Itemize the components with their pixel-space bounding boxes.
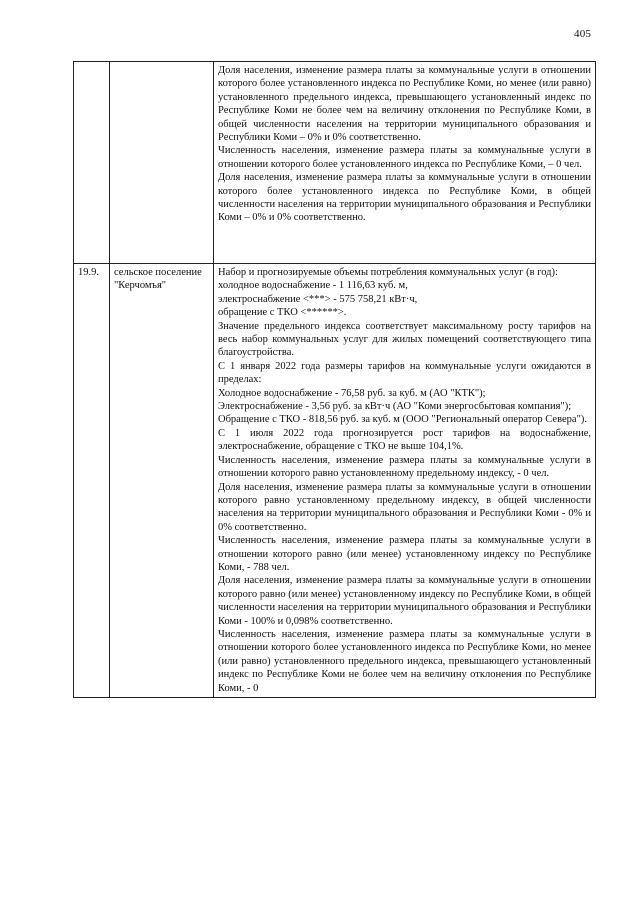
cell-text — [214, 62, 596, 264]
table-row-continuation — [74, 62, 596, 264]
paragraph: Доля населения, изменение размера платы за коммунальные услуги в отношении которого равно (или менее) установленному индексу по Республике Коми, в общей численности населения на территории муниципального образования и Республики Коми - 100% и 0,098% соответственно. — [218, 575, 591, 627]
row-number: 19.9. — [74, 264, 110, 698]
paragraph: Холодное водоснабжение - 76,58 руб. за куб. м (АО "КТК"); — [218, 387, 486, 399]
paragraph: Доля населения, изменение размера платы за коммунальные услуги в отношении которого более установленного индекса по Республике Коми, но менее (или равно) установленного предельного индекса, превышающего установленный индекс по Республике Коми не более чем на величину отклонения по Республике Коми, в общей численности населения на территории муниципального образования и Республики Коми – 0% и 0% соответственно. — [218, 65, 591, 144]
paragraph: электроснабжение <***> - 575 758,21 кВт·ч, — [218, 293, 418, 305]
paragraph: Численность населения, изменение размера платы за коммунальные услуги в отношении которого равно установленному предельному индексу, - 0 чел. — [218, 454, 591, 480]
paragraph: холодное водоснабжение - 1 116,63 куб. м, — [218, 280, 408, 292]
paragraph: Электроснабжение - 3,56 руб. за кВт·ч (АО "Коми энергосбытовая компания"); — [218, 401, 572, 413]
table-row-19-9 — [74, 264, 596, 698]
paragraph: Набор и прогнозируемые объемы потребления коммунальных услуг (в год): — [218, 267, 558, 278]
document-table — [73, 61, 596, 698]
paragraph: Численность населения, изменение размера платы за коммунальные услуги в отношении которого равно (или менее) установленному индексу по Республике Коми, - 788 чел. — [218, 535, 591, 573]
cell-number — [74, 62, 110, 264]
page-number: 405 — [574, 28, 592, 40]
paragraph: Значение предельного индекса соответствует максимальному росту тарифов на весь набор коммунальных услуг для жилых помещений соответствующего типа благоустройства. — [218, 320, 591, 359]
paragraph: Численность населения, изменение размера платы за коммунальные услуги в отношении которого более установленного индекса по Республике Коми, – 0 чел. — [218, 145, 591, 170]
paragraph: С 1 января 2022 года размеры тарифов на коммунальные услуги ожидаются в пределах: — [218, 360, 591, 386]
paragraph: С 1 июля 2022 года прогнозируется рост тарифов на водоснабжение, электроснабжение, обращение с ТКО не выше 104,1%. — [218, 427, 591, 453]
paragraph: Доля населения, изменение размера платы за коммунальные услуги в отношении которого более установленного индекса по Республике Коми, в общей численности населения на территории муниципального образования и Республики Коми – 0% и 0% соответственно. — [218, 172, 591, 224]
paragraph: Численность населения, изменение размера платы за коммунальные услуги в отношении которого более установленного индекса по Республике Коми, но менее (или равно) установленного предельного индекса, превышающего установленный индекс по Республике Коми не более чем на величину отклонения по Республике Коми, - 0 — [218, 628, 591, 694]
paragraph: Обращение с ТКО - 818,56 руб. за куб. м (ООО "Региональный оператор Севера"). — [218, 414, 587, 426]
cell-text — [214, 264, 596, 698]
paragraph: Доля населения, изменение размера платы за коммунальные услуги в отношении которого равно установленному предельному индексу, в общей численности населения на территории муниципального образования и Республики Коми - 0% и 0% соответственно. — [218, 481, 591, 533]
settlement-name: сельское поселение "Керчомъя" — [110, 264, 214, 698]
cell-name — [110, 62, 214, 264]
paragraph: обращение с ТКО <******>. — [218, 307, 347, 319]
